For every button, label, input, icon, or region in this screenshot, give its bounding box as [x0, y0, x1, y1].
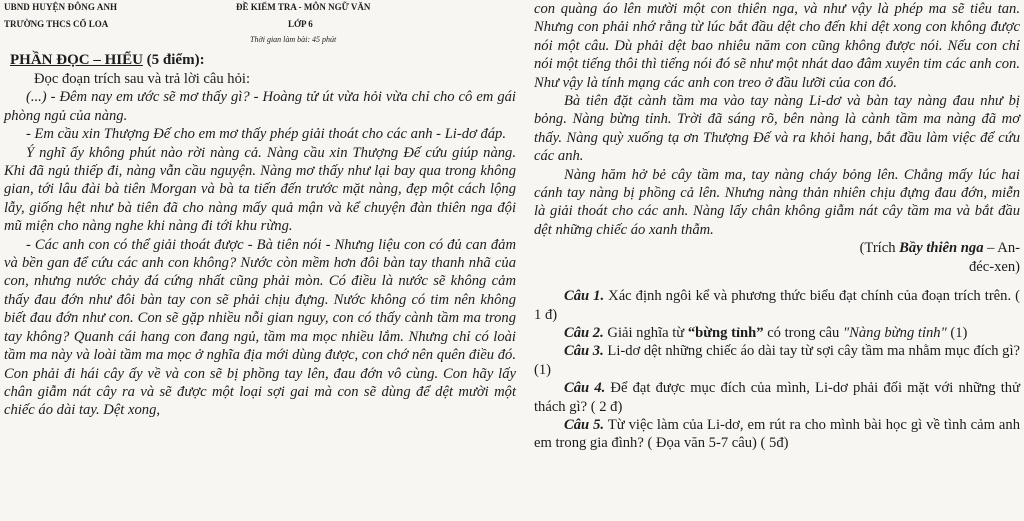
source-citation	[534, 239, 1020, 276]
passage-paragraph: Bà tiên đặt cành tầm ma vào tay nàng Li-dơ và bàn tay nàng đau như bị bỏng. Nàng bừng tỉnh. Trời đã sáng rõ, bên nàng là cành tầm ma nàng đã mơ thấy. Nàng quỳ xuống tạ ơn Thượng Đế và ra khỏi hang, bắt đầu làm việc để cứu các anh.	[534, 93, 1020, 165]
question-label: Câu 4.	[564, 380, 606, 397]
passage-paragraph: - Các anh con có thể giải thoát được - Bà tiên nói - Nhưng liệu con có đủ can đảm và bền gan để cứu các anh con không? Nước còn mềm hơn đôi bàn tay thanh nhã của con, nhưng nước chảy đá cứng nhất cũng phải mòn. Có điều là nước sẽ không cảm thấy đau đớn như đôi bàn tay con sẽ phải chịu đựng. Nước không có tim nên không biết đau đớn như con. Con sẽ gặp nhiều nỗi gian nguy, con có thấy cành tầm ma trong tay không? Quanh cái hang con đang ngủ, tầm ma mọc nhiều lắm. Nhưng chỉ có loài tầm ma này và loài tầm ma mọc ở nghĩa địa mới dùng được, con chớ nên quên điều đó. Con phải đi hái cây ấy về và con sẽ bị phồng tay lên, đau đớn vô cùng. Con hãy lấy chân giẫm nát cây ra và sẽ được một loại sợi gai mà con sẽ dùng để dệt mười một chiếc áo dài tay. Dệt xong,	[4, 236, 516, 419]
time-limit: Thời gian làm bài: 45 phút	[250, 35, 337, 44]
source-author: – An-	[983, 240, 1020, 257]
question-4	[534, 379, 1020, 416]
source-prefix: (Trích	[859, 240, 900, 257]
passage-paragraph: (...) - Đêm nay em ước sẽ mơ thấy gì? - Hoàng tử út vừa hỏi vừa chỉ cho cô em gái phòng ngủ của nàng.	[4, 89, 516, 124]
left-column	[4, 0, 516, 420]
exam-title: ĐỀ KIỂM TRA - MÔN NGỮ VĂN	[236, 2, 371, 12]
passage-paragraph: - Em cầu xin Thượng Đế cho em mơ thấy phép giải thoát cho các anh - Li-dơ đáp.	[26, 126, 506, 143]
instruction-text: Đọc đoạn trích sau và trả lời câu hỏi:	[34, 71, 251, 87]
question-text: Li-dơ dệt những chiếc áo dài tay từ sợi cây tầm ma nhằm mục đích gì? (1)	[534, 343, 1020, 378]
department-name: UBND HUYỆN ĐÔNG ANH	[4, 2, 118, 12]
question-label: Câu 3.	[564, 343, 604, 360]
question-3	[534, 342, 1020, 379]
question-5	[534, 416, 1020, 453]
question-text: Để đạt được mục đích của mình, Li-dơ phải đối mặt với những thử thách gì? ( 2 đ)	[534, 380, 1020, 415]
source-title: Bầy thiên nga	[899, 240, 984, 257]
passage-paragraph: con quàng áo lên mười một con thiên nga, và như vậy là phép ma sẽ tiêu tan. Nhưng con phải nhớ rằng từ lúc bắt đầu dệt cho đến khi dệt xong con không được nói một câu. Dù phải dệt bao nhiêu năm con cũng không được nói. Nếu con chỉ nói một tiếng thôi thì tiếng nói đó sẽ như một nhát dao đâm xuyên tim các anh con. Như vậy là tính mạng các anh con treo ở đầu lưỡi của con đó.	[534, 1, 1020, 91]
source-author-end: đéc-xen)	[968, 258, 1020, 275]
section-title-main: PHẦN ĐỌC – HIỂU	[10, 52, 143, 68]
question-label: Câu 1.	[564, 288, 605, 305]
question-1	[534, 287, 1020, 324]
passage-paragraph: Ý nghĩ ấy không phút nào rời nàng cả. Nàng cầu xin Thượng Đế cứu giúp nàng. Khi đã ngủ thiếp đi, nàng vẫn cầu nguyện. Nàng mơ thấy như lại bay qua trong không gian, tới lâu đài bà tiên Morgan và bà ta tiến đến trước mặt nàng, đẹp một cách lộng lẫy, giống hệt như bà tiên đã cho nàng mấy quả mận và kể chuyện đàn thiên nga đội mũ miện cho nàng nghe khi nàng đi tới khu rừng.	[4, 144, 516, 235]
question-points: (1)	[946, 324, 968, 341]
section-points: (5 điểm):	[142, 52, 205, 68]
question-2	[534, 324, 1020, 342]
question-term: “bừng tỉnh”	[687, 324, 764, 341]
passage-paragraph: Nàng hăm hở bẻ cây tầm ma, tay nàng cháy bỏng lên. Chẳng mấy lúc hai cánh tay nàng bị phồng cả lên. Nhưng nàng thản nhiên chịu đựng đau đớn, miễn là giải thoát cho các anh. Nàng lấy chân không giẫm nát cây tầm ma và bắt đầu dệt những chiếc áo xanh thẫm.	[534, 166, 1020, 238]
question-text: có trong câu	[763, 324, 843, 341]
question-quote: "Nàng bừng tỉnh"	[842, 324, 947, 341]
school-name: TRƯỜNG THCS CỔ LOA	[4, 19, 109, 29]
question-text: Từ việc làm của Li-dơ, em rút ra cho mình bài học gì về tình cảm anh em trong gia đình? ( Đọa văn 5-7 câu) ( 5đ)	[534, 416, 1020, 452]
grade-label: LỚP 6	[288, 19, 313, 29]
question-text: Giải nghĩa từ	[603, 324, 688, 341]
section-title	[10, 51, 516, 70]
question-text: Xác định ngôi kể và phương thức biểu đạt chính của đoạn trích trên. ( 1 đ)	[534, 288, 1020, 323]
question-label: Câu 5.	[564, 416, 605, 433]
right-column	[534, 0, 1020, 453]
exam-header	[4, 0, 516, 44]
question-label: Câu 2.	[564, 324, 604, 341]
